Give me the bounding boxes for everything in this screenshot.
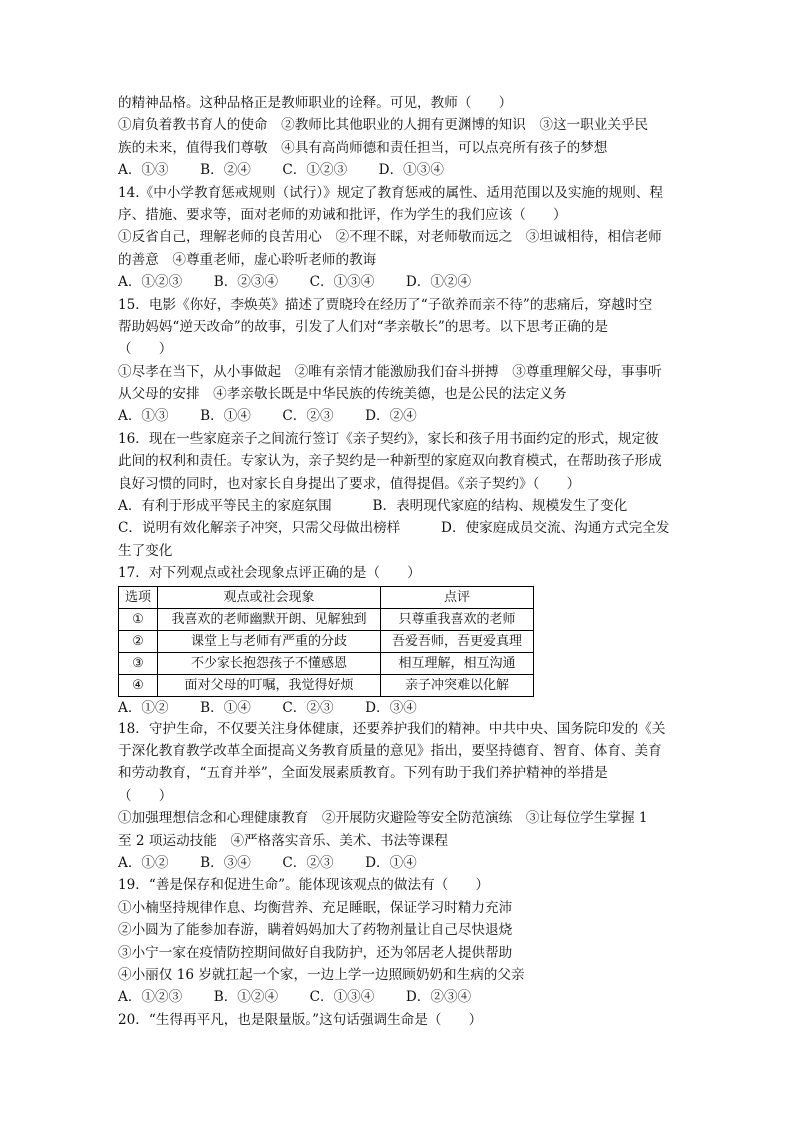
q16-stem: 16．现在一些家庭亲子之间流行签订《亲子契约》，家长和孩子用书面约定的形式，规定彼: [118, 430, 659, 447]
q19-statement: ③小宁一家在疫情防控期间做好自我防护，还为邻居老人提供帮助: [118, 944, 513, 961]
q13-line: ①肩负着教书育人的使命 ②教师比其他职业的人拥有更渊博的知识 ③这一职业关乎民: [118, 117, 649, 134]
q14-statement: ①反省自己，理解老师的良苦用心 ②不理不睬，对老师敬而远之 ③坦诚相待，相信老师: [118, 229, 662, 246]
q19-options: A．①②③ B．①②④ C．①③④ D．②③④: [118, 989, 472, 1006]
table-cell: ③: [119, 652, 158, 674]
q15-options: A．①③ B．①④ C．②③ D．②④: [118, 408, 417, 425]
table-cell: 不少家长抱怨孩子不懂感恩: [158, 652, 381, 674]
table-row: [119, 652, 534, 674]
q18-statement: 至 2 项运动技能 ④严格落实音乐、美术、书法等课程: [118, 832, 448, 849]
table-row: [119, 674, 534, 696]
q17-table: [118, 586, 534, 697]
q19-statement: ④小丽仅 16 岁就扛起一个家，一边上学一边照顾奶奶和生病的父亲: [118, 966, 525, 983]
q18-options: A．①② B．③④ C．②③ D．①④: [118, 854, 417, 871]
table-cell: ④: [119, 674, 158, 696]
q17-stem: 17．对下列观点或社会现象点评正确的是（ ）: [118, 565, 421, 582]
q18-stem: （ ）: [118, 787, 173, 804]
document-page: [118, 92, 678, 1031]
q18-stem: 于深化教育教学改革全面提高义务教育质量的意见》指出，要坚持德育、智育、体育、美育: [118, 742, 662, 759]
table-header-cell: 选项: [119, 586, 158, 608]
q15-stem: 15．电影《你好，李焕英》描述了贾晓玲在经历了“子欲养而亲不待”的悲痛后，穿越时空: [118, 296, 653, 313]
q17-options: A．①② B．①④ C．②③ D．③④: [118, 699, 417, 716]
q19-statement: ②小圆为了能参加春游，瞒着妈妈加大了药物剂量让自己尽快退烧: [118, 922, 513, 939]
q18-stem: 和劳动教育，“五育并举”，全面发展素质教育。下列有助于我们养护精神的举措是: [118, 765, 608, 782]
table-cell: 我喜欢的老师幽默开朗、见解独到: [158, 608, 381, 630]
table-row: [119, 608, 534, 630]
q16-stem: 良好习惯的同时，也对家长自身提出了要求，值得提倡。《亲子契约》（ ）: [118, 475, 581, 492]
q18-stem: 18．守护生命，不仅要关注身体健康，还要养护我们的精神。中共中央、国务院印发的《关: [118, 720, 666, 737]
q14-statement: 的善意 ④尊重老师，虚心聆听老师的教诲: [118, 251, 377, 268]
q16-option-cd: C．说明有效化解亲子冲突，只需父母做出榜样 D．使家庭成员交流、沟通方式完全发: [118, 520, 670, 537]
q15-statement: 从父母的安排 ④孝亲敬长既是中华民族的传统美德，也是公民的法定义务: [118, 386, 567, 403]
q16-option-d-cont: 生了变化: [118, 542, 173, 559]
q16-option-ab: A．有利于形成平等民主的家庭氛围 B．表明现代家庭的结构、规模发生了变化: [118, 498, 628, 515]
q13-line: 的精神品格。这种品格正是教师职业的诠释。可见，教师（ ）: [118, 95, 513, 111]
q15-stem: （ ）: [118, 341, 173, 358]
q15-statement: ①尽孝在当下，从小事做起 ②唯有亲情才能激励我们奋斗拼搏 ③尊重理解父母，事事听: [118, 363, 662, 380]
table-header-cell: 观点或社会现象: [158, 586, 381, 608]
q15-stem: 帮助妈妈“逆天改命”的故事，引发了人们对“孝亲敬长”的思考。以下思考正确的是: [118, 318, 608, 335]
q13-line: 族的未来，值得我们尊敬 ④具有高尚师德和责任担当，可以点亮所有孩子的梦想: [118, 139, 608, 156]
table-cell: ②: [119, 630, 158, 652]
q14-options: A．①②③ B．②③④ C．①③④ D．①②④: [118, 274, 472, 291]
q14-stem: 序、措施、要求等，面对老师的劝诫和批评，作为学生的我们应该（ ）: [118, 206, 567, 223]
table-header-row: [119, 586, 534, 608]
table-cell: 相互理解，相互沟通: [381, 652, 534, 674]
table-cell: ①: [119, 608, 158, 630]
q18-statement: ①加强理想信念和心理健康教育 ②开展防灾避险等安全防范演练 ③让每位学生掌握 1: [118, 810, 648, 827]
table-cell: 课堂上与老师有严重的分歧: [158, 630, 381, 652]
q13-options: A．①③ B．②④ C．①②③ D．①③④: [118, 162, 444, 179]
table-header-cell: 点评: [381, 586, 534, 608]
q14-stem: 14.《中小学教育惩戒规则（试行）》规定了教育惩戒的属性、适用范围以及实施的规则、程: [118, 184, 663, 201]
table-cell: 面对父母的叮嘱，我觉得好烦: [158, 674, 381, 696]
q19-statement: ①小楠坚持规律作息、均衡营养、充足睡眠，保证学习时精力充沛: [118, 899, 513, 916]
q20-stem: 20．“生得再平凡，也是限量版。”这句话强调生命是（ ）: [118, 1011, 483, 1028]
table-row: [119, 630, 534, 652]
q16-stem: 此间的权利和责任。专家认为，亲子契约是一种新型的家庭双向教育模式，在帮助孩子形成: [118, 453, 662, 470]
table-cell: 吾爱吾师，吾更爱真理: [381, 630, 534, 652]
table-cell: 亲子冲突难以化解: [381, 674, 534, 696]
q19-stem: 19．“善是保存和促进生命”。能体现该观点的做法有（ ）: [118, 877, 490, 894]
table-cell: 只尊重我喜欢的老师: [381, 608, 534, 630]
